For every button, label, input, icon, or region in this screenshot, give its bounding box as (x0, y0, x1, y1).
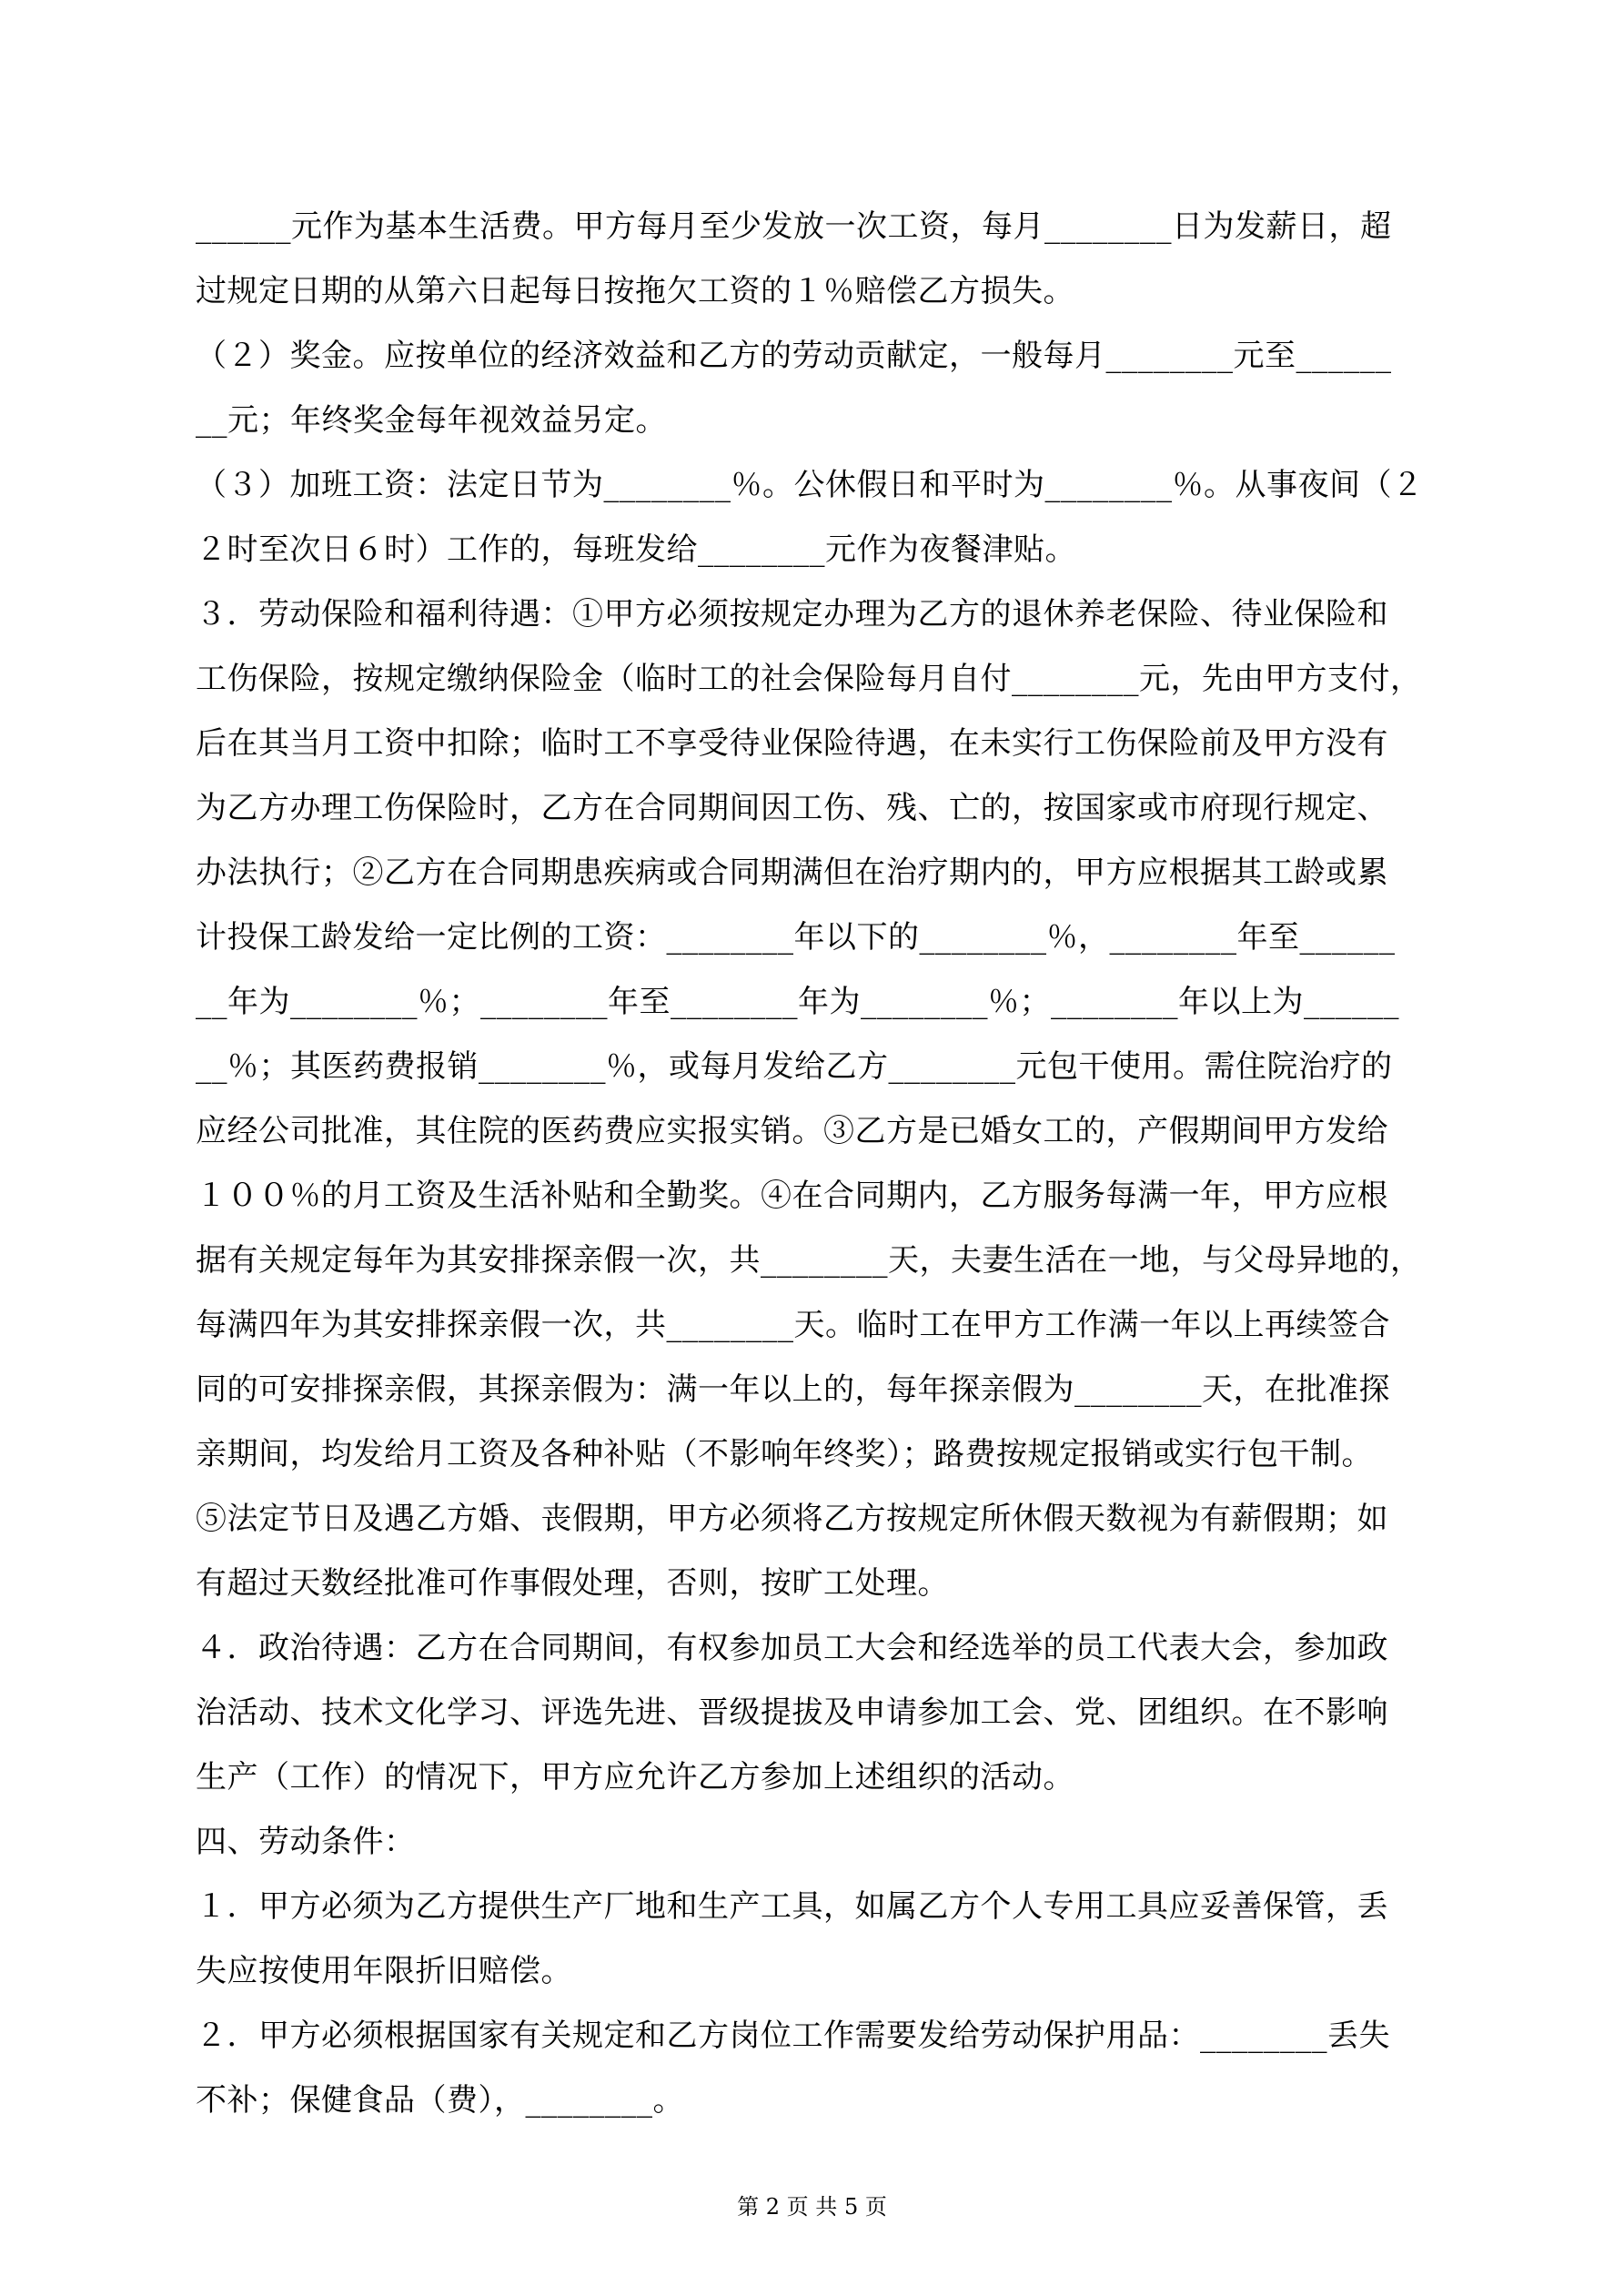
section-heading: 四、劳动条件： (196, 1824, 416, 1860)
text-line: 不补；保健食品（费），________。 (196, 2082, 684, 2119)
text-line: __％；其医药费报销________％，或每月发给乙方________元包干使用。需住院治疗的 (196, 1048, 1393, 1085)
text-line: ２．甲方必须根据国家有关规定和乙方岗位工作需要发给劳动保护用品：________丢失 (196, 2018, 1390, 2054)
text-line: 有超过天数经批准可作事假处理，否则，按旷工处理。 (196, 1565, 949, 1602)
text-line: ______元作为基本生活费。甲方每月至少发放一次工资，每月________日为发薪日，超 (196, 208, 1392, 245)
text-line: 工伤保险，按规定缴纳保险金（临时工的社会保险每月自付________元，先由甲方支付， (196, 661, 1422, 697)
text-line: ４．政治待遇：乙方在合同期间，有权参加员工大会和经选举的员工代表大会，参加政 (196, 1630, 1388, 1666)
page-number-footer: 第 2 页 共 5 页 (737, 2194, 887, 2220)
text-line: 亲期间，均发给月工资及各种补贴（不影响年终奖）；路费按规定报销或实行包干制。 (196, 1436, 1373, 1472)
text-line: __年为________％；________年至________年为________％；________年以上为______ (196, 984, 1399, 1020)
text-line: 应经公司批准，其住院的医药费应实报实销。③乙方是已婚女工的，产假期间甲方发给 (196, 1113, 1388, 1149)
text-line: 每满四年为其安排探亲假一次，共________天。临时工在甲方工作满一年以上再续签合 (196, 1307, 1390, 1343)
text-line: （３）加班工资：法定日节为________％。公休假日和平时为________％。从事夜间（２ (196, 467, 1424, 503)
text-line: 为乙方办理工伤保险时，乙方在合同期间因工伤、残、亡的，按国家或市府现行规定、 (196, 790, 1388, 826)
text-line: 生产（工作）的情况下，甲方应允许乙方参加上述组织的活动。 (196, 1759, 1074, 1795)
text-line: ３．劳动保险和福利待遇：①甲方必须按规定办理为乙方的退休养老保险、待业保险和 (196, 596, 1388, 632)
text-line: １００％的月工资及生活补贴和全勤奖。④在合同期内，乙方服务每满一年，甲方应根 (196, 1178, 1388, 1214)
text-line: 计投保工龄发给一定比例的工资：________年以下的________％，________年至______ (196, 919, 1396, 956)
text-line: １．甲方必须为乙方提供生产厂地和生产工具，如属乙方个人专用工具应妥善保管，丢 (196, 1888, 1388, 1925)
text-line: 治活动、技术文化学习、评选先进、晋级提拔及申请参加工会、党、团组织。在不影响 (196, 1694, 1388, 1731)
text-line: 据有关规定每年为其安排探亲假一次，共________天，夫妻生活在一地，与父母异地的， (196, 1242, 1422, 1279)
text-line: __元；年终奖金每年视效益另定。 (196, 402, 667, 439)
text-line: 办法执行；②乙方在合同期患疾病或合同期满但在治疗期内的，甲方应根据其工龄或累 (196, 855, 1388, 891)
text-line: ⑤法定节日及遇乙方婚、丧假期，甲方必须将乙方按规定所休假天数视为有薪假期；如 (196, 1501, 1388, 1537)
text-line: 失应按使用年限折旧赔偿。 (196, 1953, 572, 1989)
text-line: 同的可安排探亲假，其探亲假为：满一年以上的，每年探亲假为________天，在批准探 (196, 1371, 1390, 1408)
text-line: 过规定日期的从第六日起每日按拖欠工资的１％赔偿乙方损失。 (196, 273, 1074, 309)
text-line: （２）奖金。应按单位的经济效益和乙方的劳动贡献定，一般每月________元至______ (196, 338, 1392, 374)
text-line: 后在其当月工资中扣除；临时工不享受待业保险待遇，在未实行工伤保险前及甲方没有 (196, 725, 1388, 762)
text-line: ２时至次日６时）工作的，每班发给________元作为夜餐津贴。 (196, 531, 1076, 568)
